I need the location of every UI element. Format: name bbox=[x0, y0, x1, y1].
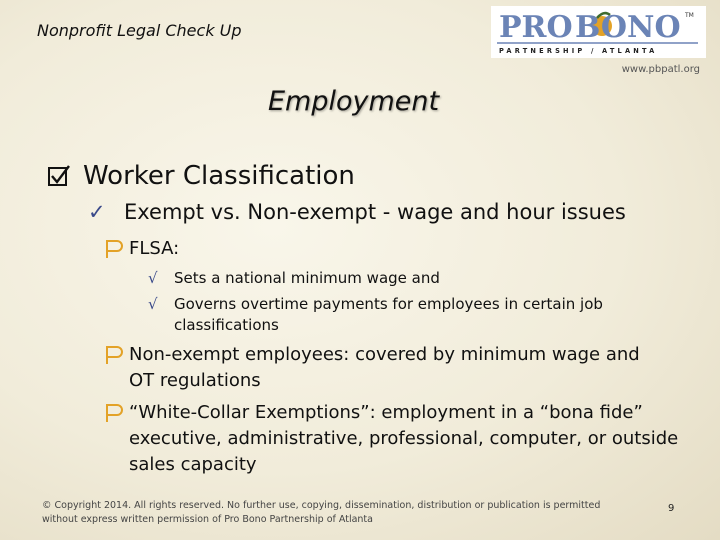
check-root-icon: √ bbox=[148, 269, 158, 287]
copyright-notice: © Copyright 2014. All rights reserved. No further use, copying, dissemination, distribution or publication is permitted without express written permission of Pro Bono Partnership of Atlanta bbox=[42, 500, 601, 525]
bullet-whitecollar-text: “White-Collar Exemptions”: employment in a “bona fide” executive, administrative, professional, computer, or outside sales capacity bbox=[129, 402, 679, 475]
flsa-point-text: Sets a national minimum wage and bbox=[174, 269, 440, 287]
bullet-level2-text: Exempt vs. Non-exempt - wage and hour issues bbox=[124, 200, 626, 224]
check-root-icon: √ bbox=[148, 295, 158, 313]
website-url: www.pbpatl.org bbox=[621, 64, 700, 75]
presentation-title: Nonprofit Legal Check Up bbox=[37, 21, 242, 40]
logo-subtitle-text: PARTNERSHIP / ATLANTA bbox=[499, 47, 658, 55]
checked-box-icon bbox=[47, 163, 73, 189]
logo-pro-text: PRO bbox=[499, 10, 573, 45]
pilcrow-icon bbox=[100, 400, 126, 426]
bullet-nonexempt-text: Non-exempt employees: covered by minimum wage and OT regulations bbox=[129, 344, 640, 391]
bullet-level1 bbox=[47, 161, 355, 191]
logo-tm-text: TM bbox=[685, 12, 694, 19]
page-number: 9 bbox=[668, 503, 675, 514]
bullet-level1-text: Worker Classification bbox=[83, 161, 355, 191]
flsa-point-text: Governs overtime payments for employees in certain job classifications bbox=[174, 295, 603, 334]
pro-bono-logo bbox=[491, 6, 706, 58]
pilcrow-icon bbox=[100, 236, 126, 262]
flsa-label: FLSA: bbox=[129, 238, 180, 259]
pilcrow-icon bbox=[100, 342, 126, 368]
logo-bono-text: BONO bbox=[575, 10, 681, 45]
bullet-level2 bbox=[88, 200, 626, 224]
slide-title: Employment bbox=[268, 86, 440, 117]
checkmark-icon: ✓ bbox=[88, 200, 106, 224]
